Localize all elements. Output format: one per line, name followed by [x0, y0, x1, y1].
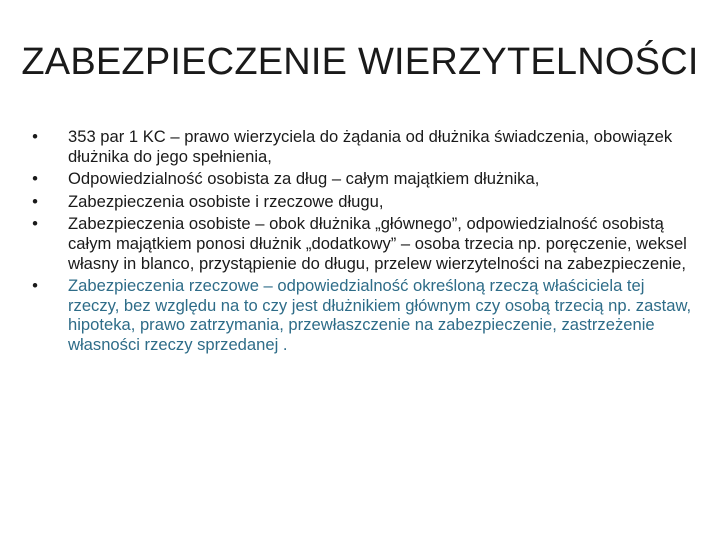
bullet-item	[29, 276, 694, 354]
bullet-icon: •	[32, 214, 38, 234]
bullet-icon: •	[32, 127, 38, 146]
bullet-text: 353 par 1 KC – prawo wierzyciela do żądania od dłużnika świadczenia, obowiązek dłużnika do jego spełnienia,	[68, 127, 673, 166]
bullet-item	[29, 192, 694, 212]
slide-title: ZABEZPIECZENIE WIERZYTELNOŚCI	[21, 41, 699, 83]
bullet-icon: •	[32, 169, 38, 189]
bullet-item	[29, 127, 694, 166]
bullet-list	[29, 127, 694, 355]
bullet-text: Zabezpieczenia osobiste – obok dłużnika „głównego”, odpowiedzialność osobistą całym majątkiem ponosi dłużnik „dodatkowy” – osoba trzecia np. poręczenie, weksel własny in blanco, przystąpienie do długu, przelew wierzytelności na zabezpieczenie,	[68, 214, 687, 273]
bullet-text: Zabezpieczenia osobiste i rzeczowe długu,	[68, 191, 384, 211]
bullet-item	[29, 214, 694, 273]
bullet-text: Zabezpieczenia rzeczowe – odpowiedzialność określoną rzeczą właściciela tej rzeczy, bez względu na to czy jest dłużnikiem głównym czy osobą trzecią np. zastaw, hipoteka, prawo zatrzymania, przewłaszczenie na zabezpieczenie, zastrzeżenie własności rzeczy sprzedanej .	[68, 276, 692, 354]
bullet-item	[29, 169, 694, 189]
bullet-text: Odpowiedzialność osobista za dług – całym majątkiem dłużnika,	[68, 169, 540, 189]
bullet-icon: •	[32, 276, 38, 296]
bullet-icon: •	[32, 191, 38, 211]
